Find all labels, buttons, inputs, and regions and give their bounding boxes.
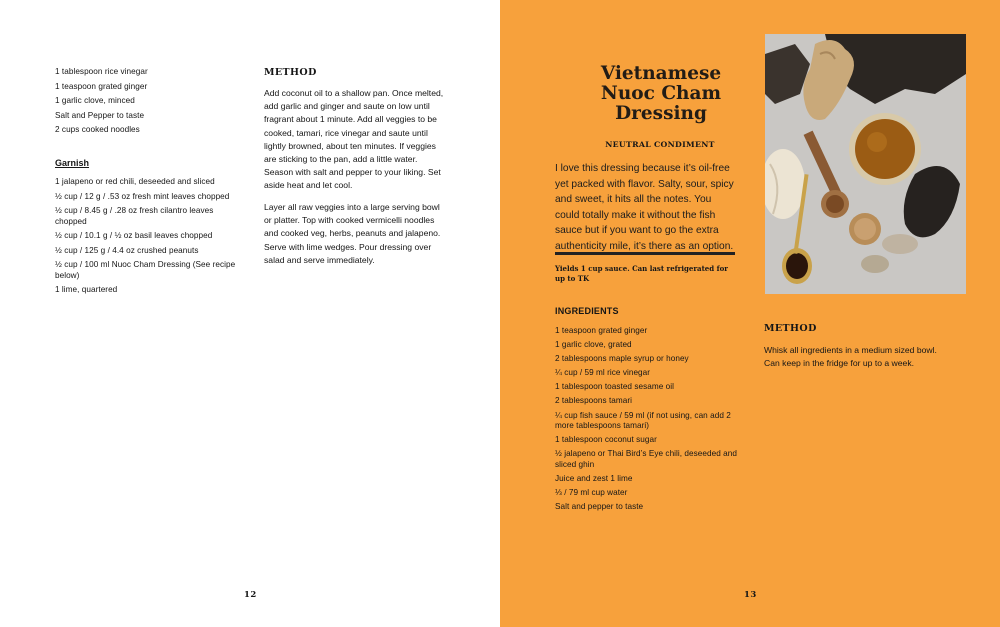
divider (555, 252, 735, 255)
list-item: 1 tablespoon coconut sugar (555, 435, 657, 445)
recipe-intro: I love this dressing because it’s oil-free yet packed with flavor. Salty, sour, spicy and sweet, it hits all the notes. You could totally make it without the fish sauce but if you want to go the extra authenticity mile, it’s there as an option. (555, 163, 734, 252)
yield-note: Yields 1 cup sauce. Can last refrigerated for up to TK (555, 264, 728, 283)
list-item: 1 tablespoon toasted sesame oil (555, 382, 674, 392)
list-item: 1 lime, quartered (55, 285, 118, 294)
right-page (500, 0, 1000, 627)
list-item: 2 cups cooked noodles (55, 125, 140, 134)
ingredient-list (555, 326, 737, 516)
list-item: ¼ cup / 59 ml rice vinegar (555, 368, 651, 378)
page-number: 12 (244, 590, 257, 600)
list-item: 1 jalapeno or red chili, deseeded and sliced (55, 177, 215, 186)
method-paragraph: Layer all raw veggies into a large serving bowl or platter. Top with cooked vermicelli noodles and cooked veg, herbs, peanuts and jalapeno. Serve with lime wedges. Pour dressing over salad and serve immediately. (264, 202, 441, 265)
page-number: 13 (744, 590, 757, 600)
ingredient-list-top (55, 67, 240, 140)
method-paragraph: Whisk all ingredients in a medium sized bowl. Can keep in the fridge for up to a week. (764, 345, 937, 369)
list-item: ½ cup / 10.1 g / ½ oz basil leaves chopped (55, 231, 213, 240)
list-item: ¼ cup fish sauce / 59 ml (if not using, can add 2 more tablespoons tamari) (555, 410, 731, 431)
list-item: ⅓ / 79 ml cup water (555, 487, 628, 497)
list-item: 1 garlic clove, grated (555, 340, 632, 350)
method-heading: METHOD (764, 323, 817, 334)
list-item: Juice and zest 1 lime (555, 473, 633, 483)
list-item: Salt and Pepper to taste (55, 110, 145, 120)
ingredients-heading: INGREDIENTS (555, 306, 619, 316)
photo-illustration (765, 34, 966, 294)
method-paragraph: Add coconut oil to a shallow pan. Once melted, add garlic and ginger and saute on low until fragrant about 1 minute. Add all veggies to be cooked, tamari, rice vinegar and saute until lightly browned, about ten minutes. If veggies are sticking to the pan, add a little water. Season with salt and pepper to your liking. Set aside heat and let cool. (264, 88, 444, 191)
list-item: ½ cup / 100 ml Nuoc Cham Dressing (See recipe below) (55, 260, 236, 280)
list-item: 2 tablespoons tamari (555, 396, 633, 406)
list-item: 1 teaspoon grated ginger (555, 326, 648, 335)
list-item: Salt and pepper to taste (555, 502, 644, 512)
list-item: 1 garlic clove, minced (55, 96, 135, 105)
list-item: 2 tablespoons maple syrup or honey (555, 354, 689, 364)
list-item: ½ cup / 8.45 g / .28 oz fresh cilantro leaves chopped (55, 206, 214, 226)
list-item: ½ cup / 12 g / .53 oz fresh mint leaves chopped (55, 191, 230, 201)
list-item: 1 teaspoon grated ginger (55, 81, 148, 91)
method-heading: METHOD (264, 67, 317, 78)
list-item: ½ cup / 125 g / 4.4 oz crushed peanuts (55, 245, 199, 255)
garnish-list (55, 177, 245, 300)
recipe-subtitle: NEUTRAL CONDIMENT (605, 140, 715, 149)
garnish-heading: Garnish (55, 158, 90, 168)
list-item: ½ jalapeno or Thai Bird’s Eye chili, deseeded and sliced ghin (555, 449, 737, 469)
food-photo (765, 34, 966, 294)
list-item: 1 tablespoon rice vinegar (55, 67, 148, 76)
recipe-title: Vietnamese Nuoc Cham Dressing (600, 63, 722, 124)
